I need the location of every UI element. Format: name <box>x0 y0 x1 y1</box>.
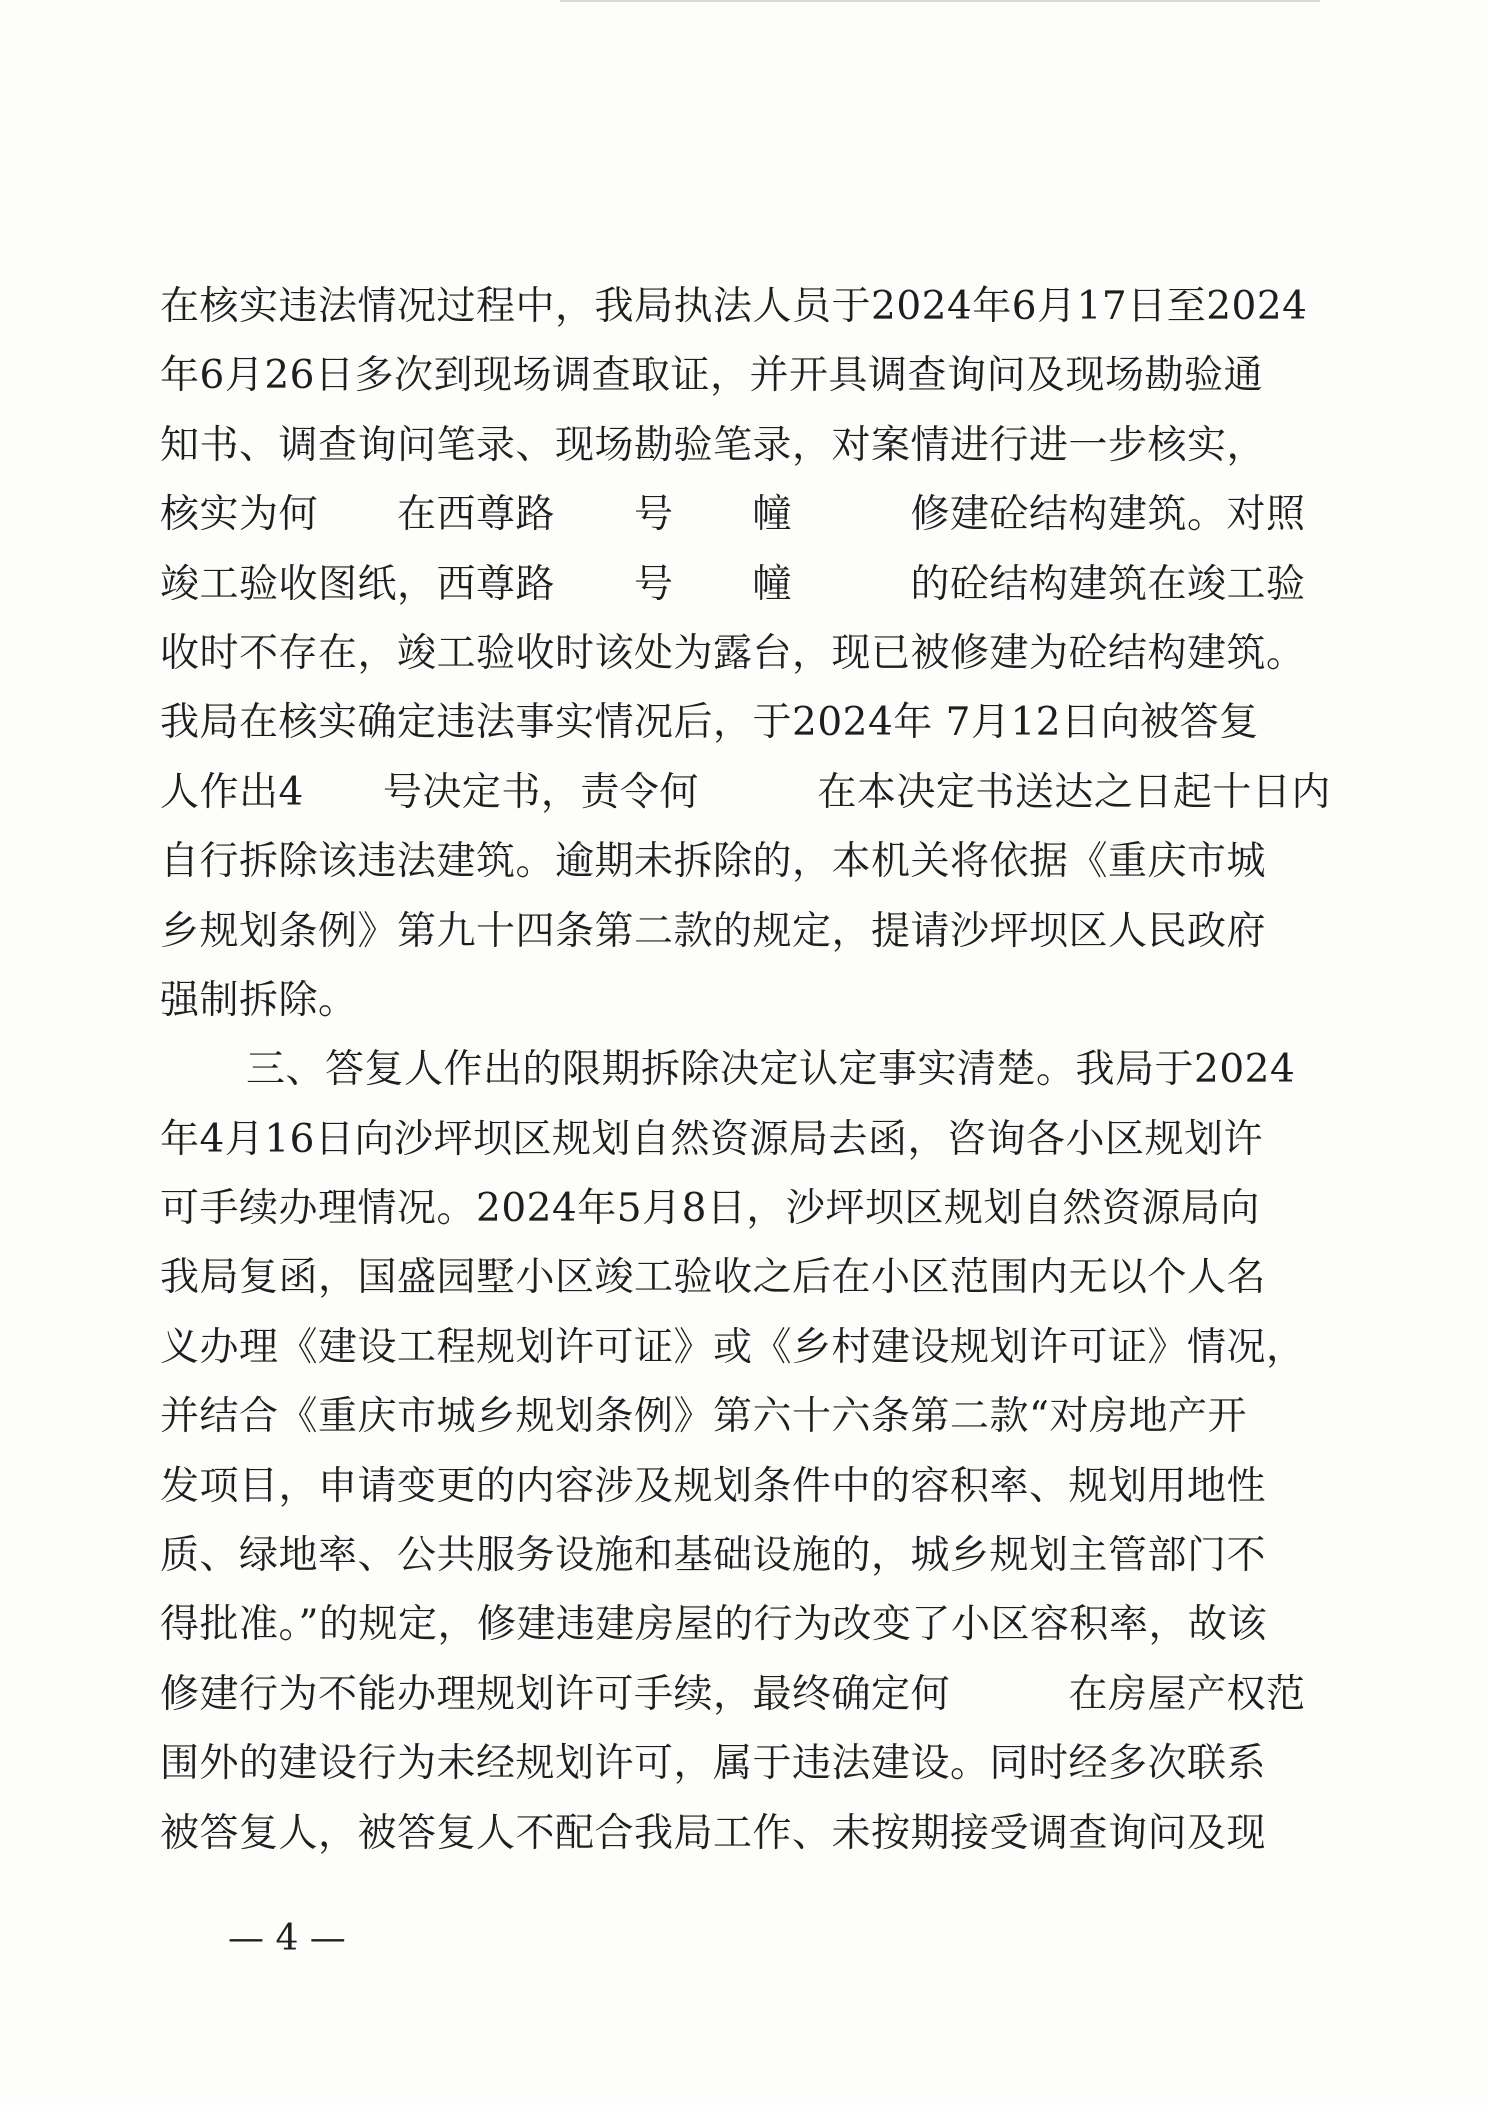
page-number: — 4 — <box>228 1918 346 1959</box>
text-line: 可手续办理情况。2024年5月8日，沙坪坝区规划自然资源局向 <box>160 1186 1260 1232</box>
text-line: 人作出4 号决定书，责令何 在本决定书送达之日起十日内 <box>160 769 1331 815</box>
text-line: 质、绿地率、公共服务设施和基础设施的，城乡规划主管部门不 <box>160 1533 1267 1579</box>
text-line: 知书、调查询问笔录、现场勘验笔录，对案情进行进一步核实， <box>160 422 1267 468</box>
section-heading-line: 三、答复人作出的限期拆除决定认定事实清楚。我局于2024 <box>246 1047 1296 1093</box>
text-line: 发项目，申请变更的内容涉及规划条件中的容积率、规划用地性 <box>160 1463 1267 1509</box>
text-line: 收时不存在，竣工验收时该处为露台，现已被修建为砼结构建筑。 <box>160 630 1306 676</box>
body-text <box>160 272 1331 1868</box>
text-line: 竣工验收图纸，西尊路 号 幢 的砼结构建筑在竣工验 <box>160 561 1306 607</box>
text-line: 年4月16日向沙坪坝区规划自然资源局去函，咨询各小区规划许 <box>160 1116 1263 1162</box>
text-line: 并结合《重庆市城乡规划条例》第六十六条第二款“对房地产开 <box>160 1394 1247 1440</box>
text-line: 强制拆除。 <box>160 977 358 1023</box>
text-line: 我局在核实确定违法事实情况后，于2024年 7月12日向被答复 <box>160 700 1259 746</box>
text-line: 得批准。”的规定，修建违建房屋的行为改变了小区容积率，故该 <box>160 1602 1267 1648</box>
text-line: 修建行为不能办理规划许可手续，最终确定何 在房屋产权范 <box>160 1671 1306 1717</box>
text-line: 乡规划条例》第九十四条第二款的规定，提请沙坪坝区人民政府 <box>160 908 1267 954</box>
text-line: 我局复函，国盛园墅小区竣工验收之后在小区范围内无以个人名 <box>160 1255 1267 1301</box>
scan-edge-line <box>560 0 1320 2</box>
text-line: 围外的建设行为未经规划许可，属于违法建设。同时经多次联系 <box>160 1741 1267 1787</box>
text-line: 在核实违法情况过程中，我局执法人员于2024年6月17日至2024 <box>160 284 1308 329</box>
text-line: 核实为何 在西尊路 号 幢 修建砼结构建筑。对照 <box>160 492 1306 538</box>
text-line: 被答复人，被答复人不配合我局工作、未按期接受调查询问及现 <box>160 1810 1267 1856</box>
text-line: 年6月26日多次到现场调查取证，并开具调查询问及现场勘验通 <box>160 353 1263 399</box>
text-line: 自行拆除该违法建筑。逾期未拆除的，本机关将依据《重庆市城 <box>160 839 1267 885</box>
text-line: 义办理《建设工程规划许可证》或《乡村建设规划许可证》情况， <box>160 1324 1306 1370</box>
